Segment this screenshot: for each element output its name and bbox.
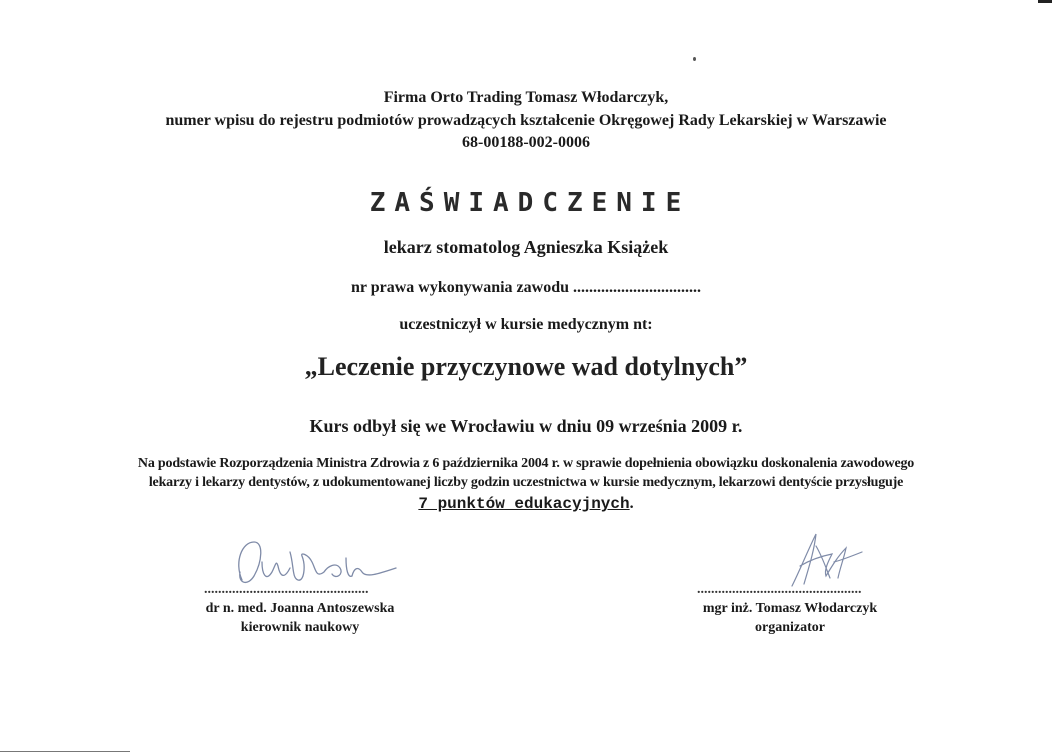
registry-number: 68-00188-002-0006 — [462, 134, 590, 151]
scan-speck — [693, 57, 696, 61]
points-period: . — [629, 495, 634, 512]
right-signature-dots: ............................................... — [697, 582, 862, 597]
points-line — [0, 495, 1052, 513]
education-points: 7 punktów edukacyjnych — [418, 495, 630, 513]
scan-bottom-line — [0, 751, 130, 752]
right-signer-role: organizator — [755, 620, 825, 635]
license-label: nr prawa wykonywania zawodu — [351, 279, 569, 296]
license-value: ................................ — [572, 279, 701, 296]
right-signer-name: mgr inż. Tomasz Włodarczyk — [702, 601, 878, 616]
left-signer-name: dr n. med. Joanna Antoszewska — [205, 601, 395, 616]
course-name: „Leczenie przyczynowe wad dotylnych” — [304, 352, 748, 381]
scan-edge-mark — [1038, 0, 1052, 3]
course-place-date: Kurs odbył się we Wrocławiu w dniu 09 września 2009 r. — [309, 416, 743, 436]
certificate-title: ZAŚWIADCZENIE — [369, 188, 691, 218]
legal-basis-line-2: lekarzy i lekarzy dentystów, z udokumentowanej liczby godzin uczestnictwa w kursie medycznym, lekarzowi dentyście przysługuje — [148, 475, 904, 490]
company-name: Firma Orto Trading Tomasz Włodarczyk, — [383, 89, 669, 106]
left-signature-dots: ............................................... — [204, 582, 369, 597]
registry-line: numer wpisu do rejestru podmiotów prowadzących kształcenie Okręgowej Rady Lekarskiej w Warszawie — [165, 112, 887, 129]
participation-text: uczestniczył w kursie medycznym nt: — [399, 316, 653, 333]
recipient-name: lekarz stomatolog Agnieszka Książek — [383, 237, 669, 257]
left-signer-role: kierownik naukowy — [240, 620, 360, 635]
license-line — [0, 279, 1052, 297]
legal-basis-line-1: Na podstawie Rozporządzenia Ministra Zdrowia z 6 października 2004 r. w sprawie dopełnienia obowiązku doskonalenia zawodowego — [137, 456, 915, 471]
